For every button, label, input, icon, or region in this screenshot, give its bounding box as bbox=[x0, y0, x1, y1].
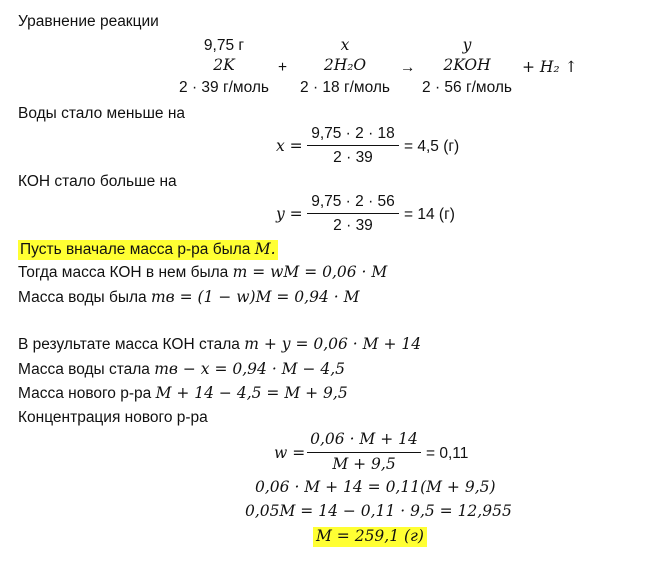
final-rhs: = 0,11 bbox=[426, 445, 469, 462]
koh-mass-math: m = wM = 0,06 · M bbox=[232, 263, 388, 281]
result-koh-line bbox=[18, 337, 421, 353]
water-less-fraction-bar bbox=[307, 145, 399, 146]
reactant-h2o-unknown: x bbox=[340, 36, 350, 54]
water-less-denominator: 2 · 39 bbox=[333, 149, 373, 166]
reactant-h2o-molar: 2 · 18 г/моль bbox=[300, 79, 390, 96]
final-denominator: M + 9,5 bbox=[332, 455, 396, 473]
koh-more-fraction-bar bbox=[307, 213, 399, 214]
koh-more-denominator: 2 · 39 bbox=[333, 217, 373, 234]
plus-sign-1: + bbox=[278, 59, 288, 76]
result-water-line bbox=[18, 362, 345, 378]
product-koh-formula: 2KOH bbox=[443, 56, 491, 74]
final-numerator: 0,06 · M + 14 bbox=[310, 430, 418, 448]
product-h2-gas: + H₂ ↑ bbox=[522, 58, 578, 76]
final-lhs: w = bbox=[274, 444, 306, 462]
water-less-numerator: 9,75 · 2 · 18 bbox=[311, 125, 395, 142]
result-koh-math: m + y = 0,06 · M + 14 bbox=[244, 335, 422, 353]
concentration-label: Концентрация нового р-ра bbox=[18, 409, 208, 426]
water-less-label: Воды стало меньше на bbox=[18, 105, 186, 122]
reactant-h2o-formula: 2H₂O bbox=[323, 56, 367, 74]
reactant-k-molar: 2 · 39 г/моль bbox=[179, 79, 269, 96]
assumption-line bbox=[18, 240, 278, 260]
water-mass-line bbox=[18, 290, 359, 306]
reaction-arrow: → bbox=[400, 59, 416, 76]
koh-more-lhs: y = bbox=[276, 205, 303, 223]
koh-more-result: = 14 (г) bbox=[404, 206, 455, 223]
water-less-result: = 4,5 (г) bbox=[404, 138, 460, 155]
final-fraction-bar bbox=[307, 452, 421, 453]
water-less-lhs: x = bbox=[276, 137, 303, 155]
new-solution-mass-text: Масса нового р-ра bbox=[18, 385, 156, 402]
result-water-text: Масса воды стала bbox=[18, 361, 155, 378]
result-water-math: mв − x = 0,94 · M − 4,5 bbox=[154, 360, 346, 378]
water-mass-text: Масса воды была bbox=[18, 289, 151, 306]
result-koh-text: В результате масса КОН стала bbox=[18, 336, 245, 353]
product-koh-molar: 2 · 56 г/моль bbox=[422, 79, 512, 96]
reactant-k-mass: 9,75 г bbox=[203, 37, 245, 54]
reaction-heading: Уравнение реакции bbox=[18, 13, 159, 30]
reactant-k-formula: 2K bbox=[213, 56, 235, 74]
koh-more-label: КОН стало больше на bbox=[18, 173, 177, 190]
product-koh-unknown: y bbox=[462, 36, 472, 54]
final-answer: M = 259,1 (г) bbox=[313, 527, 427, 547]
equation-simplified: 0,05M = 14 − 0,11 · 9,5 = 12,955 bbox=[245, 502, 512, 520]
equation-expanded: 0,06 · M + 14 = 0,11(M + 9,5) bbox=[255, 478, 496, 496]
koh-mass-line bbox=[18, 265, 387, 281]
assumption-math: M. bbox=[254, 240, 276, 258]
water-mass-math: mв = (1 − w)M = 0,94 · M bbox=[150, 288, 360, 306]
new-solution-mass-line bbox=[18, 386, 348, 402]
koh-more-numerator: 9,75 · 2 · 56 bbox=[311, 193, 395, 210]
koh-mass-text: Тогда масса КОН в нем была bbox=[18, 264, 233, 281]
assumption-text: Пусть вначале масса р-ра была bbox=[20, 241, 255, 258]
new-solution-mass-math: M + 14 − 4,5 = M + 9,5 bbox=[155, 384, 348, 402]
